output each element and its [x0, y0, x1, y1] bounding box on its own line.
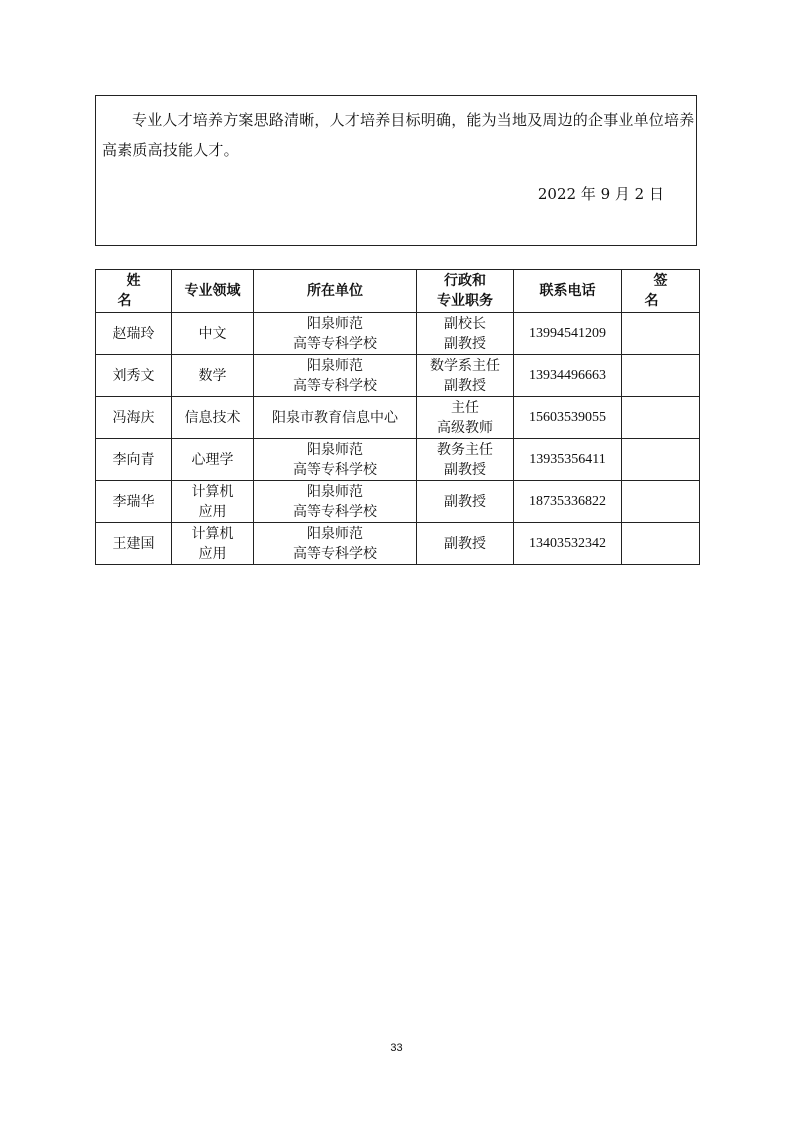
cell-name: 赵瑞玲 — [96, 313, 172, 355]
header-position-line2: 专业职务 — [437, 293, 493, 309]
header-position-line1: 行政和 — [444, 273, 486, 289]
cell-signature — [622, 355, 700, 397]
cell-signature — [622, 439, 700, 481]
cell-field-line1: 数学 — [198, 367, 227, 384]
header-name: 姓名 — [96, 270, 172, 313]
cell-unit-line1: 阳泉师范 — [307, 357, 363, 374]
expert-members-table — [95, 269, 700, 565]
cell-unit-line2: 高等专科学校 — [293, 335, 377, 352]
header-signature: 签名 — [622, 270, 700, 313]
cell-field-line1: 计算机 — [191, 483, 234, 500]
cell-field-line1: 中文 — [198, 325, 227, 342]
table-row — [96, 523, 700, 565]
cell-field — [172, 313, 254, 355]
cell-position-line1: 副教授 — [444, 535, 486, 552]
cell-field — [172, 355, 254, 397]
cell-phone: 13934496663 — [514, 355, 622, 397]
cell-signature — [622, 397, 700, 439]
cell-position — [417, 481, 514, 523]
cell-unit-line2: 高等专科学校 — [293, 545, 377, 562]
cell-field-line1: 心理学 — [191, 451, 234, 468]
cell-unit-line1: 阳泉师范 — [307, 483, 363, 500]
cell-signature — [622, 523, 700, 565]
cell-unit — [254, 481, 417, 523]
cell-unit — [254, 397, 417, 439]
cell-position — [417, 523, 514, 565]
cell-position-line2: 副教授 — [444, 335, 486, 352]
table-row — [96, 313, 700, 355]
cell-field — [172, 397, 254, 439]
cell-name: 冯海庆 — [96, 397, 172, 439]
cell-phone: 13994541209 — [514, 313, 622, 355]
cell-field — [172, 481, 254, 523]
cell-unit-line2: 高等专科学校 — [293, 377, 377, 394]
table-header-row — [96, 270, 700, 313]
table-row — [96, 439, 700, 481]
table-row — [96, 481, 700, 523]
cell-position — [417, 397, 514, 439]
opinion-date: 2022 年 9 月 2 日 — [537, 185, 664, 203]
opinion-text: 专业人才培养方案思路清晰，人才培养目标明确，能为当地及周边的企事业单位培养高素质高技能人才。 — [102, 111, 695, 159]
table-row — [96, 397, 700, 439]
cell-name: 李瑞华 — [96, 481, 172, 523]
cell-field-line2: 应用 — [198, 545, 227, 562]
cell-phone: 18735336822 — [514, 481, 622, 523]
cell-field-line2: 应用 — [198, 503, 227, 520]
cell-name: 王建国 — [96, 523, 172, 565]
cell-unit — [254, 523, 417, 565]
cell-position-line1: 副教授 — [444, 493, 486, 510]
table-row — [96, 355, 700, 397]
cell-name: 刘秀文 — [96, 355, 172, 397]
cell-unit — [254, 439, 417, 481]
header-position — [417, 270, 514, 313]
cell-unit-line2: 高等专科学校 — [293, 503, 377, 520]
cell-unit-line1: 阳泉师范 — [307, 525, 363, 542]
cell-field-line1: 信息技术 — [184, 409, 241, 426]
cell-unit-line1: 阳泉师范 — [307, 441, 363, 458]
header-unit: 所在单位 — [254, 270, 417, 313]
cell-signature — [622, 481, 700, 523]
cell-name: 李向青 — [96, 439, 172, 481]
cell-position-line1: 教务主任 — [437, 441, 493, 458]
cell-field-line1: 计算机 — [191, 525, 234, 542]
cell-position-line1: 数学系主任 — [430, 357, 500, 374]
cell-unit-line2: 高等专科学校 — [293, 461, 377, 478]
cell-unit — [254, 313, 417, 355]
cell-field — [172, 439, 254, 481]
page-number: 33 — [390, 1042, 403, 1054]
cell-phone: 15603539055 — [514, 397, 622, 439]
cell-field — [172, 523, 254, 565]
cell-position — [417, 355, 514, 397]
cell-position-line1: 主任 — [451, 399, 479, 416]
header-phone: 联系电话 — [514, 270, 622, 313]
cell-unit-line1: 阳泉市教育信息中心 — [272, 409, 398, 426]
cell-signature — [622, 313, 700, 355]
cell-position — [417, 439, 514, 481]
cell-position-line2: 副教授 — [444, 377, 486, 394]
opinion-box — [95, 95, 697, 246]
cell-position-line1: 副校长 — [444, 315, 486, 332]
cell-position-line2: 高级教师 — [437, 419, 493, 436]
header-field: 专业领域 — [172, 270, 254, 313]
cell-position — [417, 313, 514, 355]
cell-position-line2: 副教授 — [444, 461, 486, 478]
cell-unit-line1: 阳泉师范 — [307, 315, 363, 332]
cell-unit — [254, 355, 417, 397]
cell-phone: 13935356411 — [514, 439, 622, 481]
cell-phone: 13403532342 — [514, 523, 622, 565]
